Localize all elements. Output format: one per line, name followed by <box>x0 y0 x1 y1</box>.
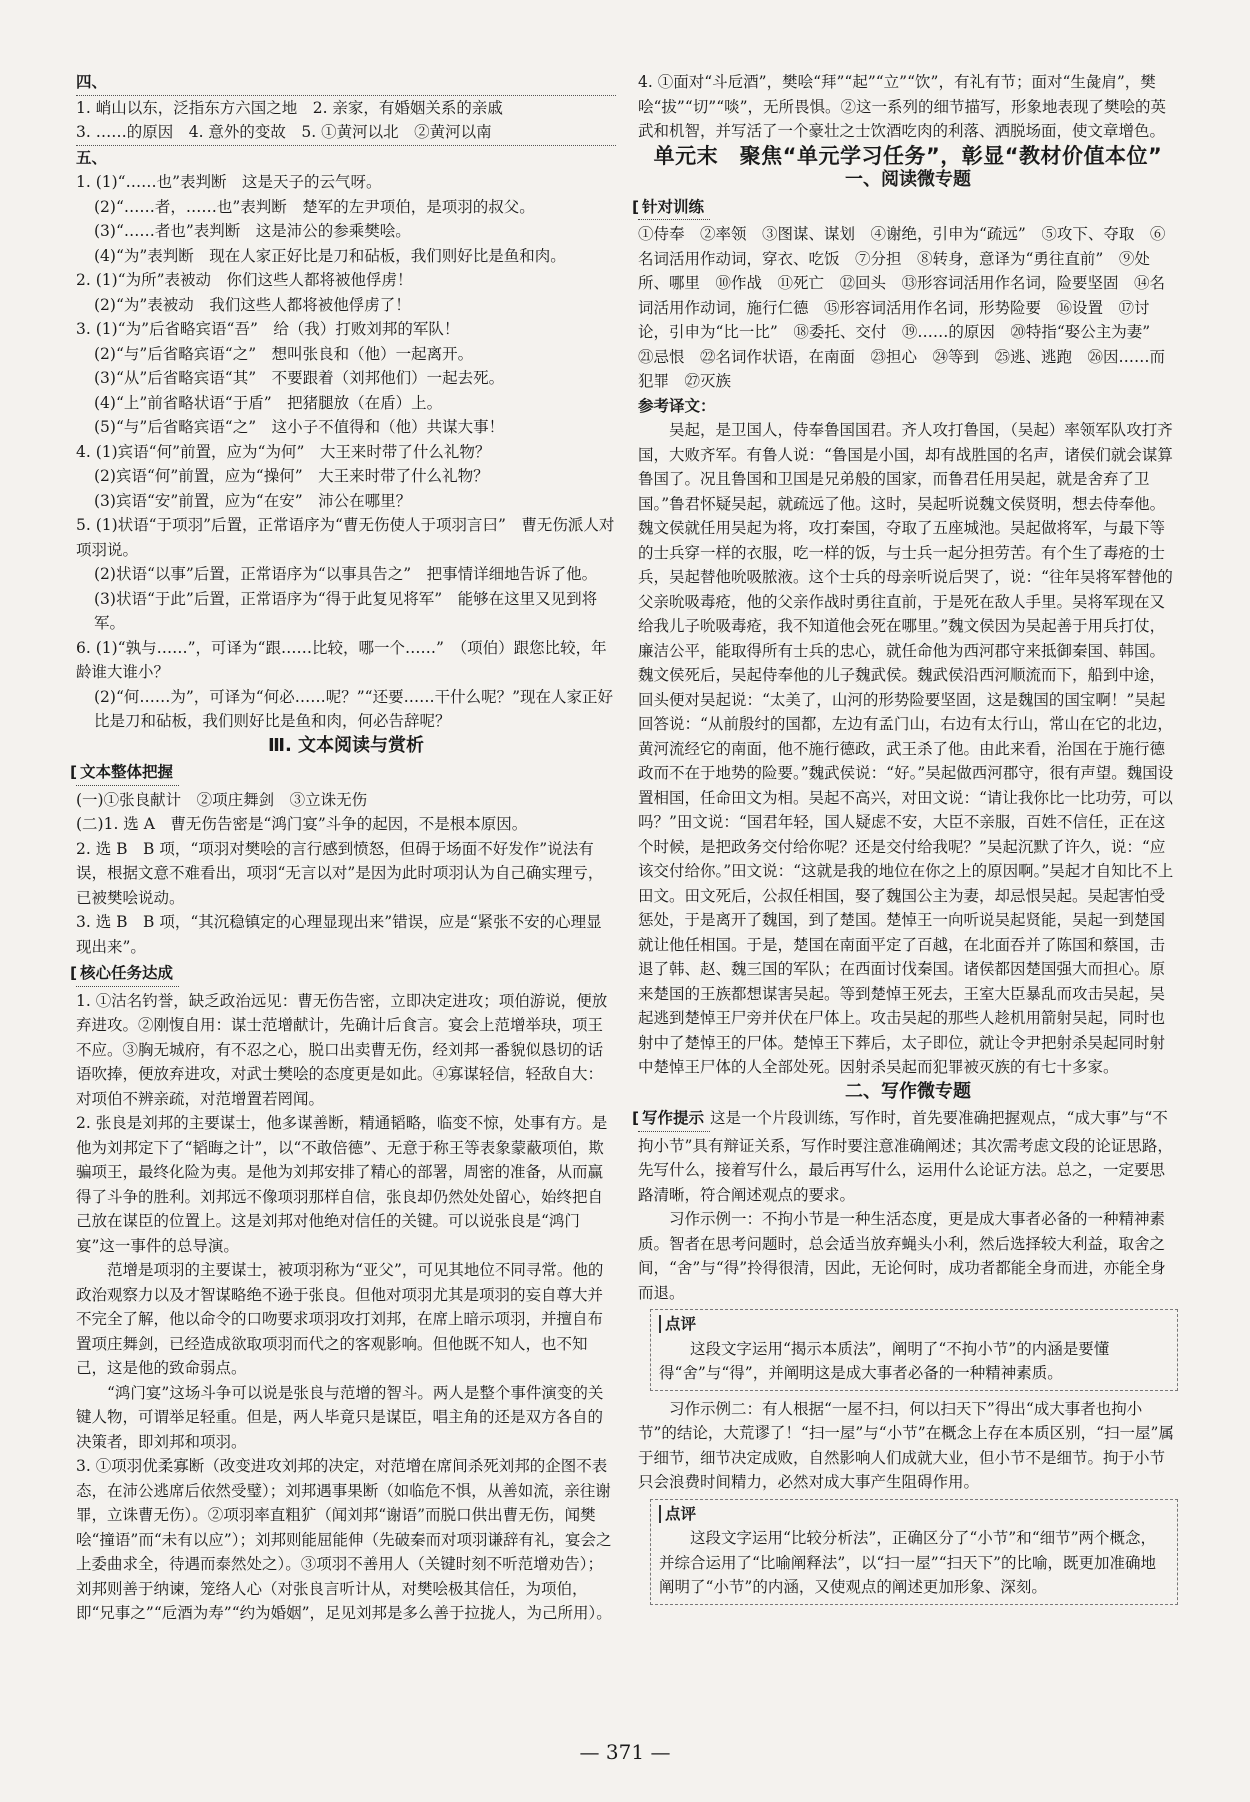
s5-line: (3)状语“于此”后置，正常语序为“得于此复见将军” 能够在这里又见到将军。 <box>94 589 598 632</box>
s5-line: (3)“……者也”表判断 这是沛公的参乘樊哙。 <box>94 222 411 240</box>
section-5-heading: 五、 <box>76 148 108 167</box>
example-1: 习作示例一：不拘小节是一种生活态度，更是成大事者必备的一种精神素质。智者在思考问题时，总会适当放弃蝇头小利，然后选择较大利益，取舍之间，“舍”与“得”拎得很清，因此，无论何时，成功者都能全身而进，亦能全身而退。 <box>638 1210 1166 1302</box>
comment-label: 点评 <box>659 1505 696 1523</box>
comment-text-2: 这段文字运用“比较分析法”，正确区分了“小节”和“细节”两个概念，并综合运用了“比喻阐释法”，以“扫一屋”“扫天下”的比喻，既更加准确地阐明了“小节”的内涵，又使观点的阐述更加形象、深刻。 <box>659 1529 1157 1596</box>
comment-box-2 <box>650 1499 1178 1605</box>
example-2: 习作示例二：有人根据“一屋不扫，何以扫天下”得出“成大事者也拘小节”的结论，大荒谬了！“扫一屋”与“小节”在概念上存在本质区别，“扫一屋”属于细节，细节决定成败，自然影响人们成就大业，但小节不是细节。拘于小节只会浪费时间精力，必然对成大事产生阻碍作用。 <box>638 1399 1174 1491</box>
s5-line: (2)“与”后省略宾语“之” 想叫张良和（他）一起离开。 <box>94 344 474 363</box>
overall-line: 3. 选 B B 项，“其沉稳镇定的心理显现出来”错误，应是“紧张不安的心理显现出来”。 <box>76 913 602 956</box>
s5-line: (2)“为”表被动 我们这些人都将被他俘虏了！ <box>94 295 411 314</box>
right-top-line: 4. ①面对“斗卮酒”，樊哙“拜”“起”“立”“饮”，有礼有节；面对“生彘肩”，樊哙“拔”“切”“啖”，无所畏惧。②这一系列的细节描写，形象地表现了樊哙的英武和机智，并写活了一个豪壮之士饮酒吃肉的利落、洒脱场面，使文章增色。 <box>638 73 1167 140</box>
s5-line: (2)“……者，……也”表判断 楚军的左尹项伯，是项羽的叔父。 <box>94 197 535 216</box>
reference-heading: 参考译文： <box>638 396 716 415</box>
s5-line: 2. (1)“为所”表被动 你们这些人都将被他俘虏！ <box>76 271 413 289</box>
s5-line: (2)宾语“何”前置，应为“操何” 大王来时带了什么礼物？ <box>94 467 489 485</box>
s5-line: (5)“与”后省略宾语“之” 这小子不值得和（他）共谋大事！ <box>94 418 505 436</box>
core-line: 3. ①项羽优柔寡断（改变进攻刘邦的决定，对范增在席间杀死刘邦的企图不表态，在沛公逃席后依然受璧）；刘邦遇事果断（如临危不惧，从善如流，亲往谢罪，立诛曹无伤）。②项羽率直粗犷（闻刘邦“谢语”而脱口供出曹无伤，闻樊哙“撞语”而“未有以应”）；刘邦则能屈能伸（先破秦而对项羽谦辞有礼，宴会之上委曲求全，待遇而泰然处之）。③项羽不善用人（关键时刻不听范增劝告）；刘邦则善于纳谏，笼络人心（对张良言听计从，对樊哙极其信任，为项伯，即“兄事之”“卮酒为寿”“约为婚姻”，足见刘邦是多么善于拉拢人，为己所用）。 <box>76 1457 612 1622</box>
s5-line: 4. (1)宾语“何”前置，应为“为何” 大王来时带了什么礼物？ <box>76 442 491 461</box>
training-text: ①侍奉 ②率领 ③图谋、谋划 ④谢绝，引申为“疏远” ⑤攻下、夺取 ⑥名词活用作动词，穿衣、吃饭 ⑦分担 ⑧转身，意译为“勇往直前” ⑨处所、哪里 ⑩作战 ⑪死亡 ⑫回头 ⑬形容词活用作名词，险要坚固 ⑭名词活用作动词，施行仁德 ⑮形容词活用作名词，形势险要 ⑯设置 ⑰讨论，引申为“比一比” ⑱委托、交付 ⑲……的原因 ⑳特指“娶公主为妻” ㉑忌恨 ㉒名词作状语，在南面 ㉓担心 ㉔等到 ㉕逃、逃跑 ㉖因……而犯罪 ㉗灭族 <box>638 225 1166 390</box>
writing-tip-tag: [ 写作提示 <box>638 1106 710 1132</box>
core-task-tag: [ 核心任务达成 <box>76 961 179 987</box>
left-column <box>76 70 616 1626</box>
core-line: “鸿门宴”这场斗争可以说是张良与范增的智斗。两人是整个事件演变的关键人物，可谓举足轻重。但是，两人毕竟只是谋臣，唱主角的还是双方各自的决策者，即刘邦和项羽。 <box>76 1383 604 1451</box>
comment-label: 点评 <box>659 1315 696 1333</box>
section-4-line: 3. ……的原因 4. 意外的变故 5. ①黄河以北 ②黄河以南 <box>76 120 616 146</box>
s5-line: (2)“何……为”，可译为“何必……呢？”“还要……干什么呢？”现在人家正好比是刀和砧板，我们则好比是鱼和肉，何必告辞呢？ <box>94 687 614 730</box>
overall-line: (一)①张良献计 ②项庄舞剑 ③立诛无伤 <box>76 790 368 809</box>
s5-line: 3. (1)“为”后省略宾语“吾” 给（我）打败刘邦的军队！ <box>76 320 460 338</box>
reading-title: 一、阅读微专题 <box>845 169 971 190</box>
overall-grasp-tag: [ 文本整体把握 <box>76 760 179 786</box>
overall-line: 2. 选 B B 项，“项羽对樊哙的言行感到愤怒，但碍于场面不好发作”说法有误，根据文意不难看出，项羽“无言以对”是因为此时项羽认为自己确实理亏，已被樊哙说动。 <box>76 839 604 907</box>
section-4-line: 1. 峭山以东，泛指东方六国之地 2. 亲家，有婚姻关系的亲戚 <box>76 98 503 117</box>
s5-line: 5. (1)状语“于项羽”后置，正常语序为“曹无伤使人于项羽言曰” 曹无伤派人对项羽说。 <box>76 516 615 559</box>
core-line: 范增是项羽的主要谋士，被项羽称为“亚父”，可见其地位不同寻常。他的政治观察力以及才智谋略绝不逊于张良。但他对项羽尤其是项羽的妄自尊大并不完全了解，他以命令的口吻要求项羽攻打刘邦，在席上暗示项羽，并擅自布置项庄舞剑，已经造成欲取项羽而代之的客观影响。但他既不知人，也不知己，这是他的致命弱点。 <box>76 1261 604 1377</box>
overall-line: (二)1. 选 A 曹无伤告密是“鸿门宴”斗争的起因，不是根本原因。 <box>76 815 528 833</box>
right-column <box>638 70 1178 1611</box>
s5-line: (2)状语“以事”后置，正常语序为“以事具告之” 把事情详细地告诉了他。 <box>94 565 598 583</box>
section-4-heading: 四、 <box>76 70 616 96</box>
part-3-title: Ⅲ. 文本阅读与赏析 <box>267 734 425 756</box>
reference-translation: 吴起，是卫国人，侍奉鲁国国君。齐人攻打鲁国，（吴起）率领军队攻打齐国，大败齐军。有鲁人说：“鲁国是小国，却有战胜国的名声，诸侯们就会谋算鲁国了。况且鲁国和卫国是兄弟般的国家，而鲁君任用吴起，就是舍弃了卫国。”鲁君怀疑吴起，就疏远了他。这时，吴起听说魏文侯贤明，想去侍奉他。魏文侯就任用吴起为将，攻打秦国，夺取了五座城池。吴起做将军，与最下等的士兵穿一样的衣服，吃一样的饭，与士兵一起分担劳苦。有个生了毒疮的士兵，吴起替他吮吸脓液。这个士兵的母亲听说后哭了，说：“往年吴将军替他的父亲吮吸毒疮，他的父亲作战时勇往直前，于是死在敌人手里。吴将军现在又给我儿子吮吸毒疮，我不知道他会死在哪里。”魏文侯因为吴起善于用兵打仗，廉洁公平，能取得所有士兵的忠心，就任命他为西河郡守来抵御秦国、韩国。魏文侯死后，吴起侍奉他的儿子魏武侯。魏武侯沿西河顺流而下，船到中途，回头便对吴起说：“太美了，山河的形势险要坚固，这是魏国的国宝啊！”吴起回答说：“从前殷纣的国都，左边有孟门山，右边有太行山，常山在它的北边，黄河流经它的南面，他不施行德政，武王杀了他。由此来看，治国在于施行德政而不在于地势的险要。”魏武侯说：“好。”吴起做西河郡守，很有声望。魏国设置相国，任命田文为相。吴起不高兴，对田文说：“请让我你比一比功劳，可以吗？”田文说：“国君年轻，国人疑虑不安，大臣不亲服，百姓不信任，正在这个时候，是把政务交付给你呢？还是交付给我呢？”吴起沉默了许久，说：“应该交付给你。”田文说：“这就是我的地位在你之上的原因啊。”吴起才自知比不上田文。田文死后，公叔任相国，娶了魏国公主为妻，却忌恨吴起。吴起害怕受惩处，于是离开了魏国，到了楚国。楚悼王一向听说吴起贤能，吴起一到楚国就让他任相国。于是，楚国在南面平定了百越，在北面吞并了陈国和蔡国，击退了韩、赵、魏三国的军队；在西面讨伐秦国。诸侯都因楚国强大而担心。原来楚国的王族都想谋害吴起。等到楚悼王死去，王室大臣暴乱而攻击吴起，吴起逃到楚悼王尸旁并伏在尸体上。攻击吴起的那些人趁机用箭射吴起，同时也射中了楚悼王的尸体。楚悼王下葬后，太子即位，就让令尹把射杀吴起同时射中楚悼王尸体的人全部处死。因射杀吴起而犯罪被灭族的有七十多家。 <box>638 421 1174 1076</box>
s5-line: (4)“为”表判断 现在人家正好比是刀和砧板，我们则好比是鱼和肉。 <box>94 246 566 265</box>
s5-line: (3)“从”后省略宾语“其” 不要跟着（刘邦他们）一起去死。 <box>94 369 505 387</box>
unit-title: 单元末 聚焦“单元学习任务”，彰显“教材价值本位” <box>653 143 1163 168</box>
page-number: 371 <box>605 1740 645 1764</box>
core-line: 2. 张良是刘邦的主要谋士，他多谋善断，精通韬略，临变不惊，处事有方。是他为刘邦定下了“韬晦之计”，以“不敢倍德”、无意于称王等表象蒙蔽项伯，欺骗项王，最终化险为夷。是他为刘邦安排了精心的部署，周密的准备，从而赢得了斗争的胜利。刘邦远不像项羽那样自信，张良却仍然处处留心，始终把自己放在谋臣的位置上。这是刘邦对他绝对信任的关键。可以说张良是“鸿门宴”这一事件的总导演。 <box>76 1114 608 1255</box>
s5-line: 1. (1)“……也”表判断 这是天子的云气呀。 <box>76 173 382 191</box>
s5-line: (3)宾语“安”前置，应为“在安” 沛公在哪里？ <box>94 491 412 510</box>
s5-line: (4)“上”前省略状语“于盾” 把猪腿放（在盾）上。 <box>94 393 443 412</box>
comment-box-1 <box>650 1309 1178 1391</box>
writing-tip-text: 这是一个片段训练，写作时，首先要准确把握观点，“成大事”与“不拘小节”具有辩证关系，写作时要注意准确阐述；其次需考虑文段的论证思路，先写什么，接着写什么，最后再写什么，运用什么论证方法。总之，一定要思路清晰，符合阐述观点的要求。 <box>638 1109 1173 1204</box>
training-tag: [ 针对训练 <box>638 195 710 221</box>
writing-title: 二、写作微专题 <box>845 1080 971 1102</box>
s5-line: 6. (1)“孰与……”，可译为“跟……比较，哪一个……” （项伯）跟您比较，年龄谁大谁小？ <box>76 638 607 681</box>
core-line: 1. ①沽名钓誉，缺乏政治远见：曹无伤告密，立即决定进攻；项伯游说，便放弃进攻。②刚愎自用：谋士范增献计，先确计后食言。宴会上范增举玦，项王不应。③胸无城府，有不忍之心，脱口出卖曹无伤，经刘邦一番貌似恳切的话语吹捧，便放弃进攻，对武士樊哙的态度更是如此。④寡谋轻信，轻敌自大：对项伯不辨亲疏，对范增置若罔闻。 <box>76 991 608 1108</box>
page-footer: — 371 — <box>579 1740 671 1764</box>
comment-text-1: 这段文字运用“揭示本质法”，阐明了“不拘小节”的内涵是要懂得“舍”与“得”，并阐明这是成大事者必备的一种精神素质。 <box>659 1339 1110 1382</box>
